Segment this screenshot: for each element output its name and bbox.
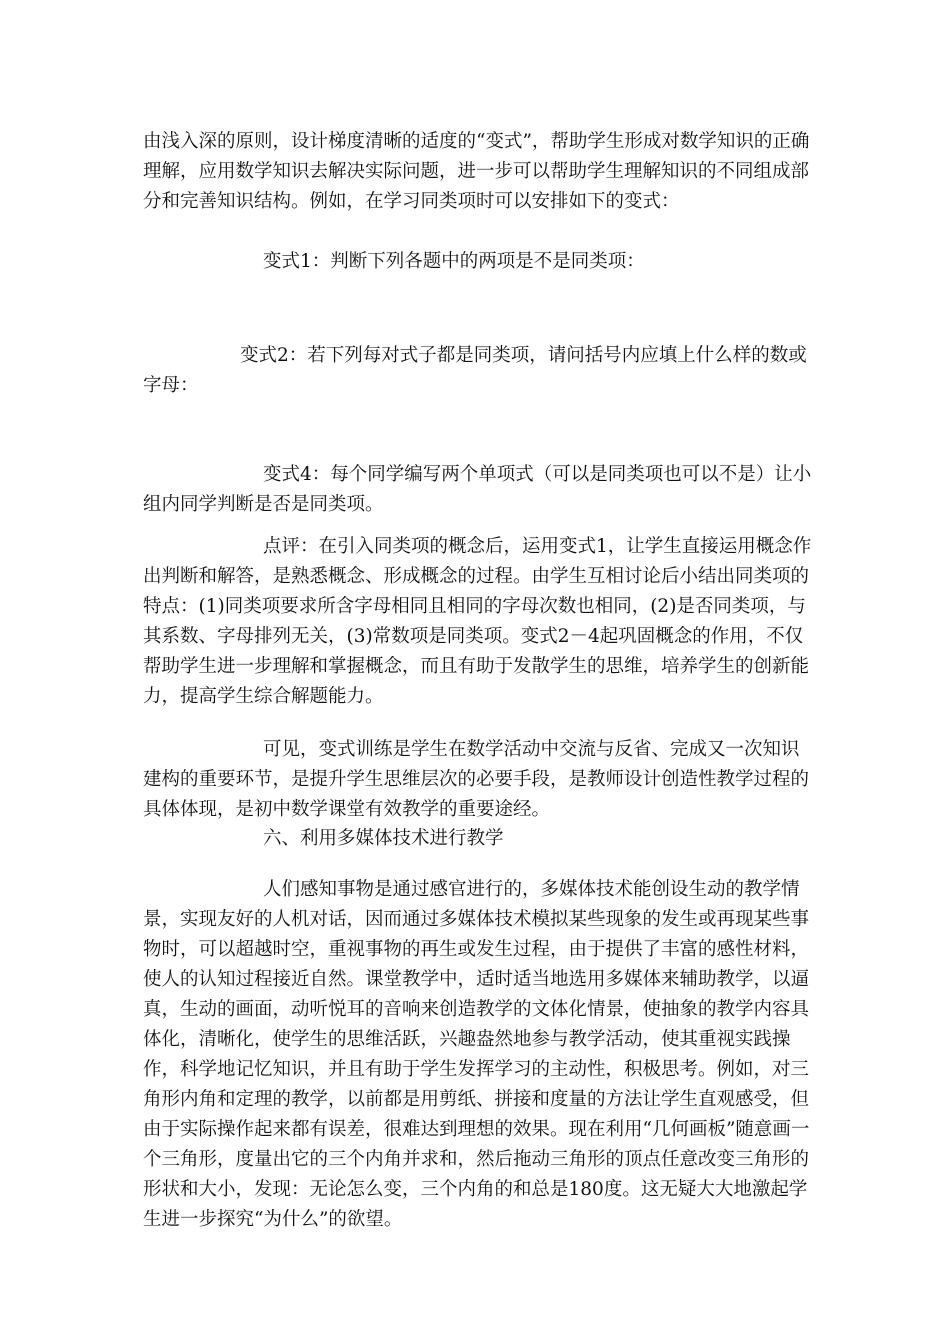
section-heading: 六、利用多媒体技术进行教学 (263, 828, 504, 849)
variant-1: 变式1：判断下列各题中的两项是不是同类项： (263, 251, 645, 272)
variant-4: 变式4：每个同学编写两个单项式（可以是同类项也可以不是）让小组内同学判断是否是同类项。 (143, 464, 812, 515)
intro-paragraph: 由浅入深的原则，设计梯度清晰的适度的“变式”，帮助学生形成对数学知识的正确理解，应用数学知识去解决实际问题，进一步可以帮助学生理解知识的不同组成部分和完善知识结构。例如，在学习同类项时可以安排如下的变式： (143, 131, 810, 212)
conclusion-paragraph: 可见，变式训练是学生在数学活动中交流与反省、完成又一次知识建构的重要环节，是提升学生思维层次的必要手段，是教师设计创造性教学过程的具体体现，是初中数学课堂有效教学的重要途经。 (143, 739, 810, 820)
comment-paragraph: 点评：在引入同类项的概念后，运用变式1，让学生直接运用概念作出判断和解答，是熟悉概念、形成概念的过程。由学生互相讨论后小结出同类项的特点：(1)同类项要求所含字母相同且相同的字母次数也相同，(2)是否同类项，与其系数、字母排列无关，(3)常数项是同类项。变式2－4起巩固概念的作用，不仅帮助学生进一步理解和掌握概念，而且有助于发散学生的思维，培养学生的创新能力，提高学生综合解题能力。 (143, 536, 812, 707)
variant-2: 变式2：若下列每对式子都是同类项，请问括号内应填上什么样的数或字母： (143, 345, 807, 396)
media-paragraph: 人们感知事物是通过感官进行的，多媒体技术能创设生动的教学情景，实现友好的人机对话，因而通过多媒体技术模拟某些现象的发生或再现某些事物时，可以超越时空，重视事物的再生或发生过程，由于提供了丰富的感性材料，使人的认知过程接近自然。课堂教学中，适时适当地选用多媒体来辅助教学，以逼真，生动的画面，动听悦耳的音响来创造教学的文体化情景，使抽象的教学内容具体化，清晰化，使学生的思维活跃，兴趣盎然地参与教学活动，使其重视实践操作，科学地记忆知识，并且有助于学生发挥学习的主动性，积极思考。例如，对三角形内角和定理的教学，以前都是用剪纸、拼接和度量的方法让学生直观感受，但由于实际操作起来都有误差，很难达到理想的效果。现在利用“几何画板”随意画一个三角形，度量出它的三个内角并求和，然后拖动三角形的顶点任意改变三角形的形状和大小，发现：无论怎么变，三个内角的和总是180度。这无疑大大地激起学生进一步探究“为什么”的欲望。 (143, 879, 810, 1230)
